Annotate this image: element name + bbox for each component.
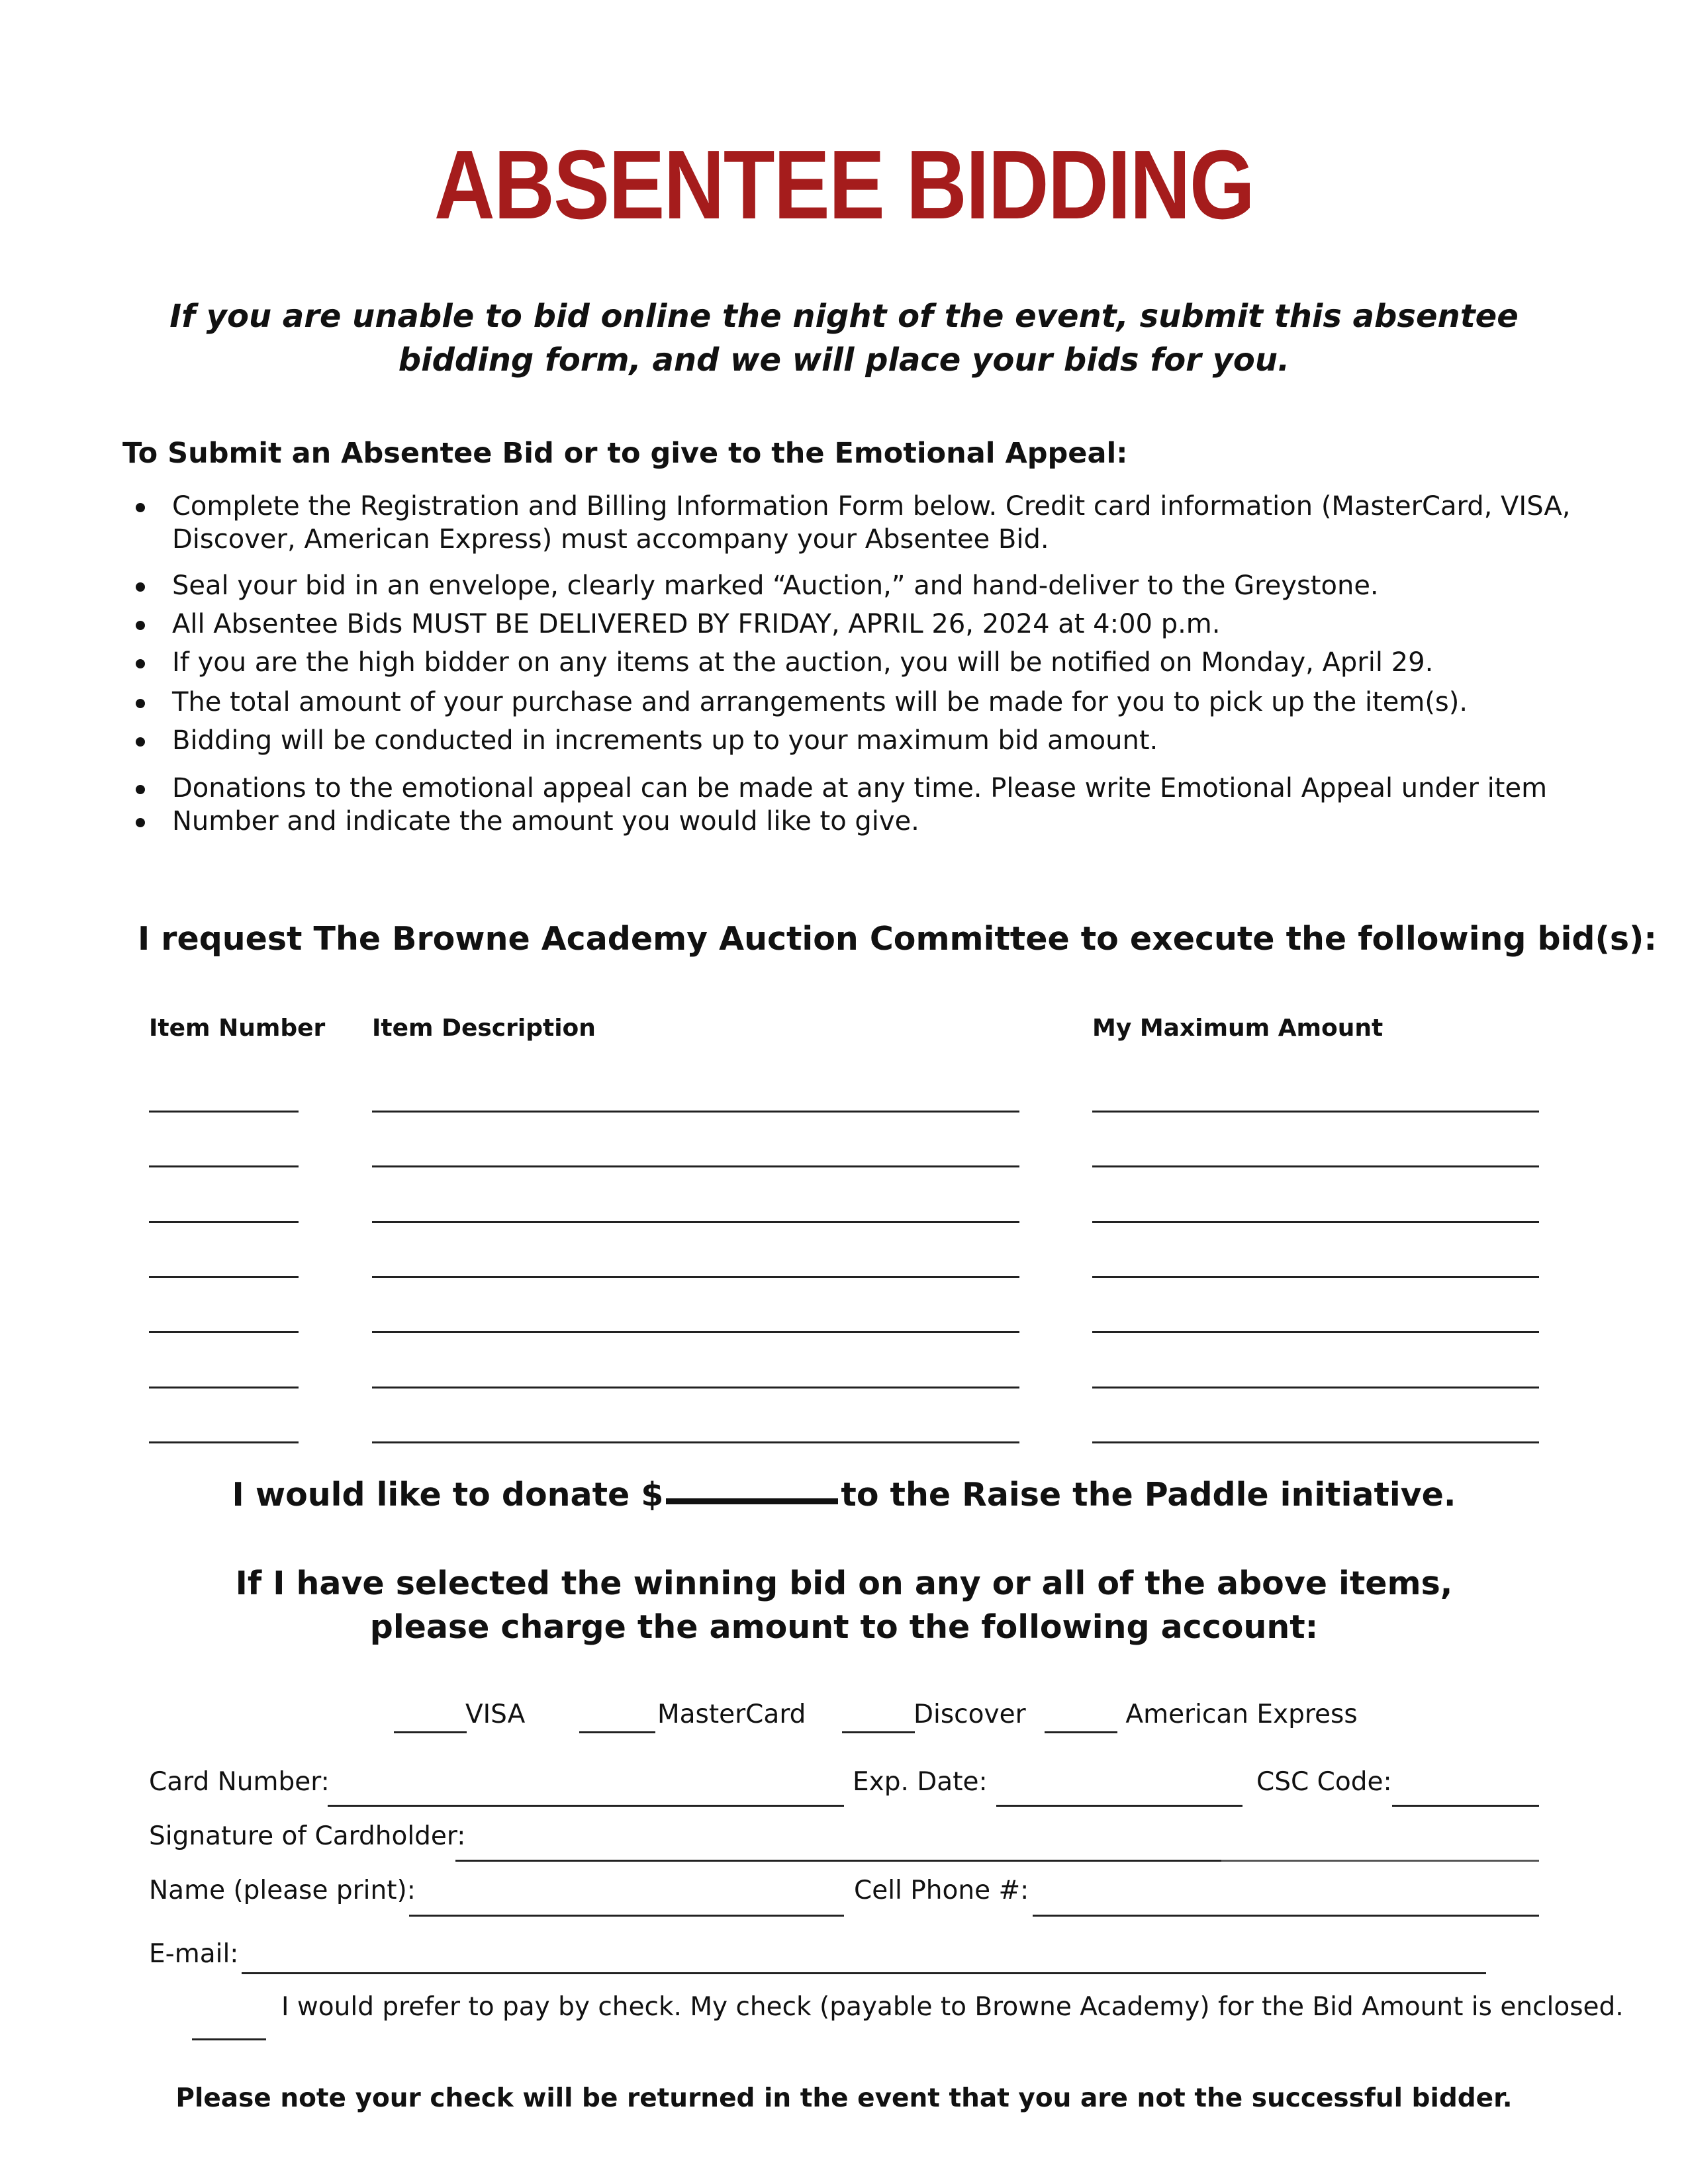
max-amount-field[interactable] xyxy=(1092,1165,1539,1167)
donate-line xyxy=(0,1476,1688,1514)
instruction-item: All Absentee Bids MUST BE DELIVERED BY FRIDAY, APRIL 26, 2024 at 4:00 p.m. xyxy=(122,608,1579,641)
item-number-field[interactable] xyxy=(149,1387,299,1388)
cell-phone-label: Cell Phone #: xyxy=(854,1876,1029,1905)
column-header-item-description: Item Description xyxy=(372,1015,596,1042)
donate-prefix: I would like to donate $ xyxy=(232,1476,664,1514)
name-field[interactable] xyxy=(409,1915,844,1917)
mastercard-checkbox-blank[interactable] xyxy=(579,1731,655,1733)
signature-field-extension xyxy=(1221,1860,1539,1862)
item-description-field[interactable] xyxy=(372,1165,1019,1167)
intro-subtitle: If you are unable to bid online the night of the event, submit this absentee bidding form, and we will place your bids for you. xyxy=(169,298,1519,379)
bid-request-heading: I request The Browne Academy Auction Committee to execute the following bid(s): xyxy=(138,920,1658,958)
csc-code-field[interactable] xyxy=(1392,1805,1539,1807)
instructions-heading: To Submit an Absentee Bid or to give to the Emotional Appeal: xyxy=(122,437,1128,470)
max-amount-field[interactable] xyxy=(1092,1331,1539,1333)
column-header-item-number: Item Number xyxy=(149,1015,326,1042)
exp-date-field[interactable] xyxy=(996,1805,1243,1807)
discover-checkbox-blank[interactable] xyxy=(842,1731,915,1733)
instruction-item: Bidding will be conducted in increments up to your maximum bid amount. xyxy=(122,724,1579,757)
donate-suffix: to the Raise the Paddle initiative. xyxy=(841,1476,1456,1514)
charge-line-2: please charge the amount to the following account: xyxy=(369,1608,1319,1646)
signature-label: Signature of Cardholder: xyxy=(149,1821,466,1851)
item-number-field[interactable] xyxy=(149,1276,299,1278)
email-field[interactable] xyxy=(242,1972,1486,1974)
signature-field[interactable] xyxy=(455,1860,1221,1862)
card-type-visa: VISA xyxy=(465,1700,526,1729)
item-number-field[interactable] xyxy=(149,1441,299,1443)
column-header-max-amount: My Maximum Amount xyxy=(1092,1015,1383,1042)
item-description-field[interactable] xyxy=(372,1331,1019,1333)
visa-checkbox-blank[interactable] xyxy=(394,1731,467,1733)
exp-date-label: Exp. Date: xyxy=(853,1767,988,1797)
check-payment-label: I would prefer to pay by check. My check (payable to Browne Academy) for the Bid Amount is enclosed. xyxy=(281,1992,1624,2022)
max-amount-field[interactable] xyxy=(1092,1111,1539,1113)
card-type-mastercard: MasterCard xyxy=(657,1700,806,1729)
item-description-field[interactable] xyxy=(372,1441,1019,1443)
instruction-item: Donations to the emotional appeal can be made at any time. Please write Emotional Appeal under item xyxy=(122,772,1579,805)
max-amount-field[interactable] xyxy=(1092,1387,1539,1388)
page-title: ABSENTEE BIDDING xyxy=(434,130,1254,240)
csc-code-label: CSC Code: xyxy=(1256,1767,1392,1797)
charge-instructions xyxy=(0,1562,1688,1649)
name-label: Name (please print): xyxy=(149,1876,416,1905)
card-type-amex: American Express xyxy=(1117,1700,1358,1729)
max-amount-field[interactable] xyxy=(1092,1276,1539,1278)
item-description-field[interactable] xyxy=(372,1276,1019,1278)
card-number-label: Card Number: xyxy=(149,1767,330,1797)
item-number-field[interactable] xyxy=(149,1111,299,1113)
max-amount-field[interactable] xyxy=(1092,1221,1539,1223)
check-return-note: Please note your check will be returned in the event that you are not the successful bidder. xyxy=(175,2083,1513,2113)
cell-phone-field[interactable] xyxy=(1033,1915,1539,1917)
email-label: E-mail: xyxy=(149,1939,239,1969)
instruction-item: The total amount of your purchase and arrangements will be made for you to pick up the item(s). xyxy=(122,686,1579,719)
instruction-item: Number and indicate the amount you would like to give. xyxy=(122,805,1579,838)
instruction-item: Seal your bid in an envelope, clearly marked “Auction,” and hand-deliver to the Greystone. xyxy=(122,569,1579,602)
instruction-item: If you are the high bidder on any items at the auction, you will be notified on Monday, April 29. xyxy=(122,646,1579,679)
item-description-field[interactable] xyxy=(372,1111,1019,1113)
item-description-field[interactable] xyxy=(372,1387,1019,1388)
charge-line-1: If I have selected the winning bid on any or all of the above items, xyxy=(235,1565,1453,1602)
item-number-field[interactable] xyxy=(149,1331,299,1333)
donate-amount-blank[interactable] xyxy=(666,1498,838,1504)
item-number-field[interactable] xyxy=(149,1221,299,1223)
check-payment-blank[interactable] xyxy=(192,2038,266,2040)
item-description-field[interactable] xyxy=(372,1221,1019,1223)
amex-checkbox-blank[interactable] xyxy=(1045,1731,1117,1733)
instruction-item: Complete the Registration and Billing Information Form below. Credit card information (MasterCard, VISA, Discover, American Express) must accompany your Absentee Bid. xyxy=(122,490,1579,556)
instructions-list xyxy=(122,490,1579,838)
card-type-discover: Discover xyxy=(914,1700,1026,1729)
card-number-field[interactable] xyxy=(328,1805,844,1807)
item-number-field[interactable] xyxy=(149,1165,299,1167)
max-amount-field[interactable] xyxy=(1092,1441,1539,1443)
